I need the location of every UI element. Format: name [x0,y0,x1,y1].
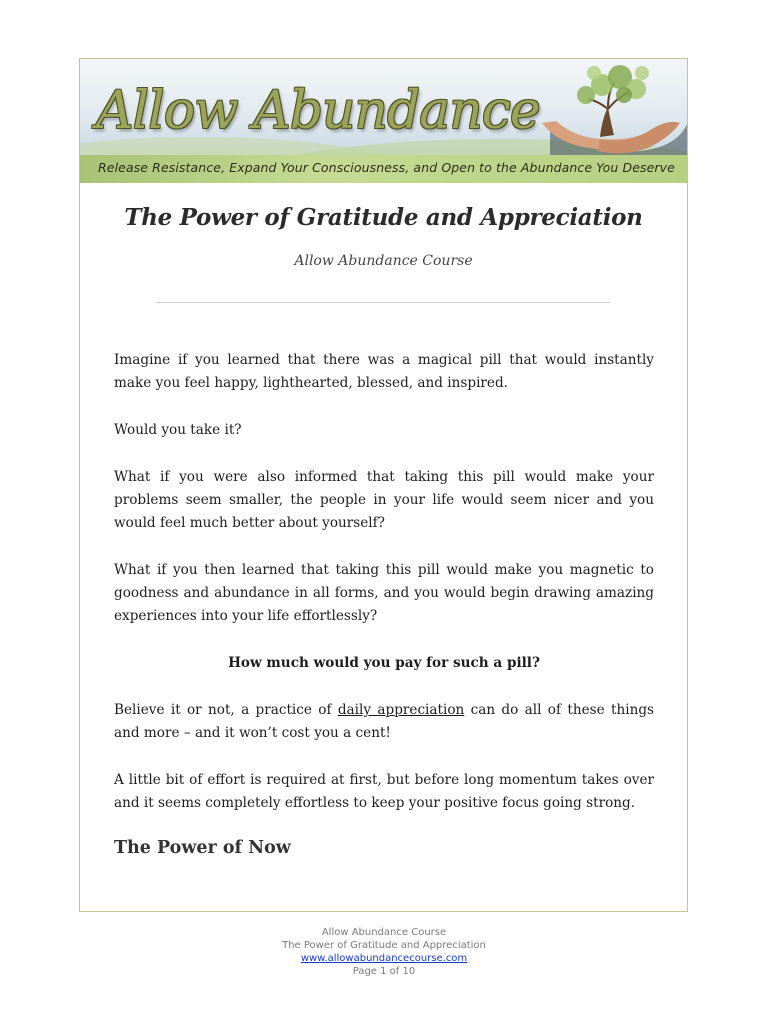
paragraph-text: Believe it or not, a practice of [114,702,338,718]
header-banner [80,59,687,183]
page-frame [79,58,688,912]
paragraph [114,699,654,745]
banner-tagline: Release Resistance, Expand Your Consciousness, and Open to the Abundance You Deserve [98,160,675,175]
section-heading: The Power of Now [114,838,291,858]
paragraph-text: can do all of these things and more – and it won’t cost you a cent! [114,702,655,741]
paragraph: Imagine if you learned that there was a magical pill that would instantly make you feel happy, lighthearted, blessed, and inspired. [114,352,654,391]
footer-page-number: Page 1 of 10 [352,966,416,977]
paragraph: Would you take it? [114,422,242,438]
banner-title: Allow Abundance [96,81,540,141]
footer-course-name: Allow Abundance Course [321,927,447,938]
footer-document-title: The Power of Gratitude and Appreciation [282,940,486,951]
document-body [114,349,654,860]
document-title: The Power of Gratitude and Appreciation [124,204,643,231]
document-subtitle: Allow Abundance Course [294,253,473,269]
paragraph: What if you then learned that taking this pill would make you magnetic to goodness and abundance in all forms, and you would begin drawing amazing experiences into your life effortlessly? [114,562,654,624]
bold-question: How much would you pay for such a pill? [228,655,540,671]
divider [156,302,610,303]
paragraph: A little bit of effort is required at first, but before long momentum takes over and it seems completely effortless to keep your positive focus going strong. [114,772,654,811]
page-footer [0,926,768,978]
paragraph: What if you were also informed that taking this pill would make your problems seem smaller, the people in your life would seem nicer and you would feel much better about yourself? [114,469,654,531]
footer-website-link[interactable]: www.allowabundancecourse.com [300,953,468,964]
underlined-phrase: daily appreciation [337,702,465,718]
